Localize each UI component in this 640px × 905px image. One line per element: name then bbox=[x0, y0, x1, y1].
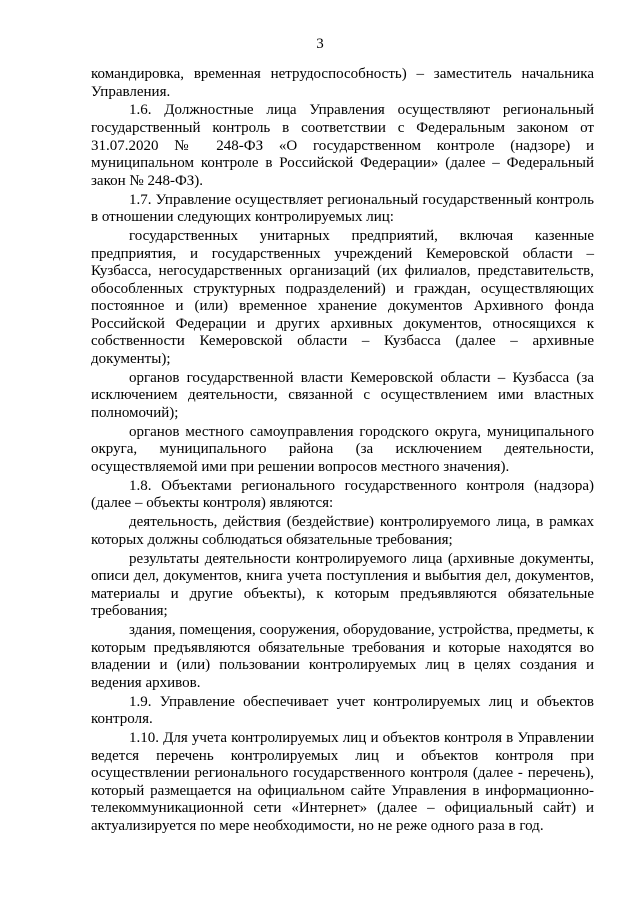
list-item-buildings: здания, помещения, сооружения, оборудование, устройства, предметы, к которым предъявляются обязательные требования и которые находятся во владении и (или) пользовании контролируемых лиц в целях создания и ведения архивов. bbox=[91, 622, 594, 691]
paragraph-1-7: 1.7. Управление осуществляет региональный государственный контроль в отношении следующих контролируемых лиц: bbox=[91, 191, 594, 226]
list-item-activities: деятельность, действия (бездействие) контролируемого лица, в рамках которых должны соблюдаться обязательные требования; bbox=[91, 514, 594, 548]
paragraph-1-9: 1.9. Управление обеспечивает учет контролируемых лиц и объектов контроля. bbox=[91, 693, 594, 728]
paragraph-continuation: командировка, временная нетрудоспособность) – заместитель начальника Управления. bbox=[91, 66, 594, 100]
paragraph-1-6: 1.6. Должностные лица Управления осуществляют региональный государственный контроль в соответствии с Федеральным законом от 31.07.2020 № 248-ФЗ «О государственном контроле (надзоре) и муниципальном контроле в Российской Федерации» (далее – Федеральный закон № 248-ФЗ). bbox=[91, 102, 594, 189]
paragraph-1-8: 1.8. Объектами регионального государственного контроля (надзора) (далее – объекты контроля) являются: bbox=[91, 477, 594, 512]
list-item-local-government: органов местного самоуправления городского округа, муниципального округа, муниципального района (за исключением деятельности, осуществляемой ими при решении вопросов местного значения). bbox=[91, 423, 594, 475]
list-item-results: результаты деятельности контролируемого лица (архивные документы, описи дел, документов, книга учета поступления и выбытия дел, документов, материалы и другие объекты), к которым предъявляются обязательные требования; bbox=[91, 550, 594, 620]
page-number: 3 bbox=[316, 36, 324, 52]
document-body bbox=[91, 66, 594, 837]
paragraph-1-10: 1.10. Для учета контролируемых лиц и объектов контроля в Управлении ведется перечень контролируемых лиц и объектов контроля при осуществлении регионального государственного контроля (далее - перечень), который размещается на официальном сайте Управления в информационно-телекоммуникационной сети «Интернет» (далее – официальный сайт) и актуализируется по мере необходимости, но не реже одного раза в год. bbox=[91, 730, 594, 834]
list-item-state-authorities: органов государственной власти Кемеровской области – Кузбасса (за исключением деятельности, связанной с осуществлением ими властных полномочий); bbox=[91, 369, 594, 422]
list-item-state-enterprises: государственных унитарных предприятий, включая казенные предприятия, и государственных учреждений Кемеровской области – Кузбасса, негосударственных организаций (их филиалов, представительств, обособленных структурных подразделений) и граждан, осуществляющих постоянное и (или) временное хранение документов Архивного фонда Российской Федерации и других архивных документов, относящихся к собственности Кемеровской области – Кузбасса (далее – архивные документы); bbox=[91, 227, 594, 368]
